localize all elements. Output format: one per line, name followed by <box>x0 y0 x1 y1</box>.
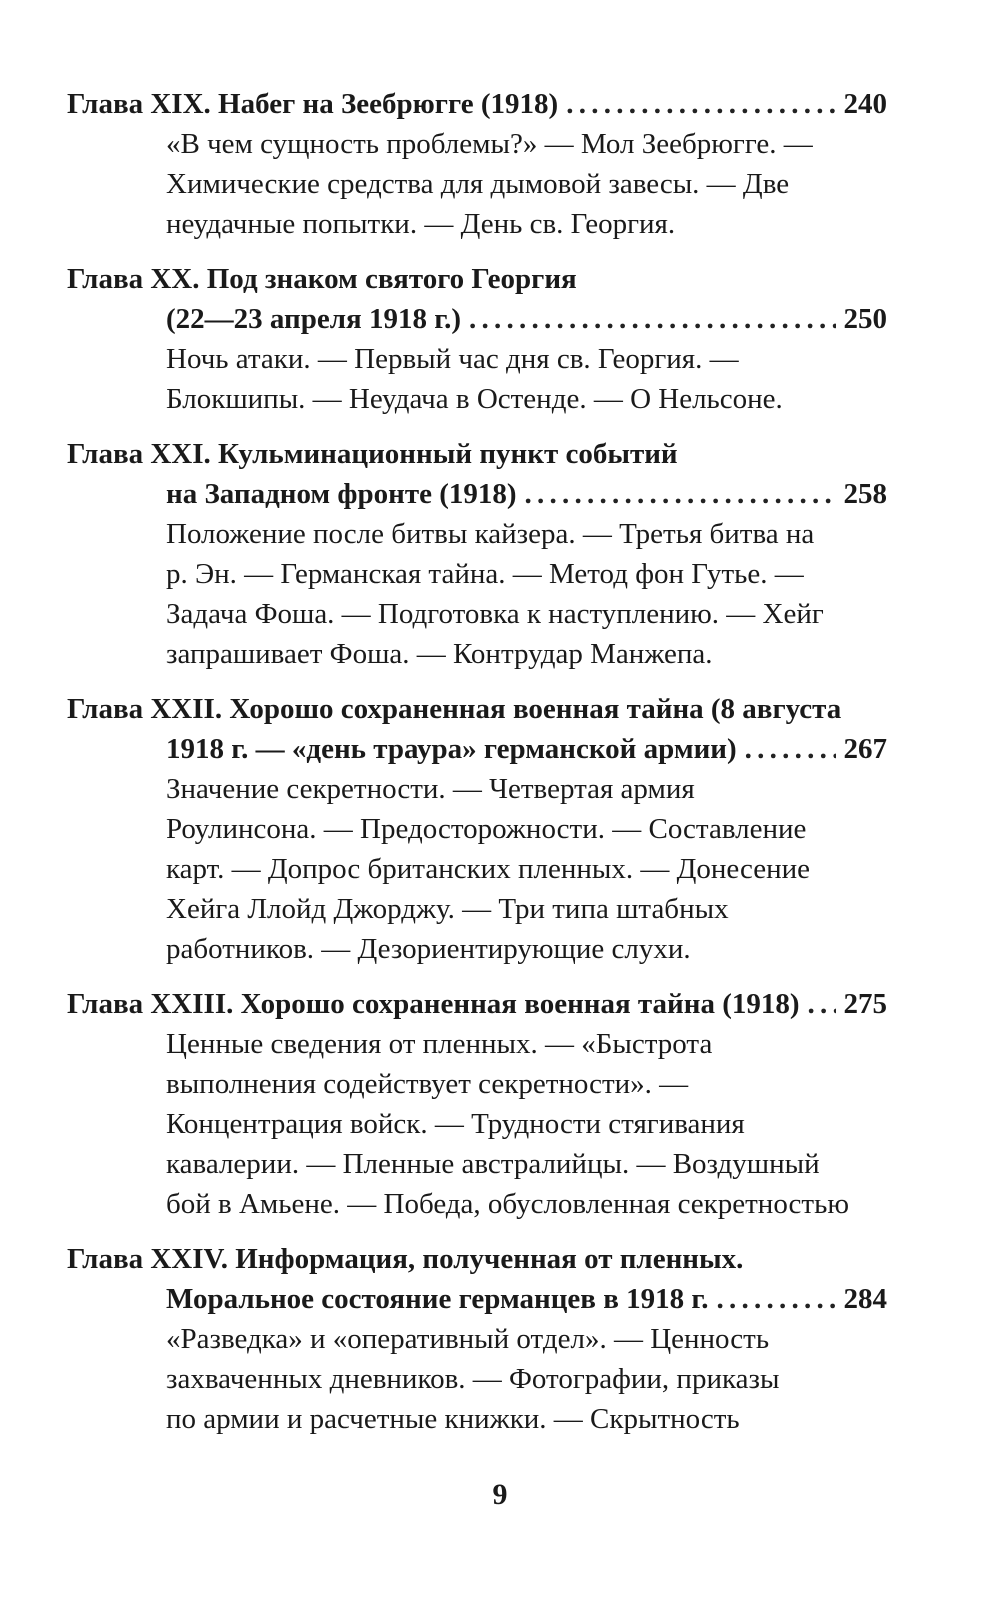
chapter-summary-line: Химические средства для дымовой завесы. — Две <box>166 168 790 200</box>
chapter-summary-line: по армии и расчетные книжки. — Скрытность <box>166 1403 740 1435</box>
chapter-summary-line: Роулинсона. — Предосторожности. — Составление <box>166 813 807 845</box>
chapter-title-continuation: на Западном фронте (1918) <box>166 478 517 510</box>
toc-entry-xx <box>67 259 887 419</box>
dot-leader <box>808 984 836 1024</box>
page-number: 267 <box>843 733 887 765</box>
chapter-summary-line: выполнения содействует секретности». — <box>166 1068 689 1100</box>
chapter-summary-line: Значение секретности. — Четвертая армия <box>166 773 695 805</box>
page-folio-number: 9 <box>492 1478 508 1511</box>
chapter-heading-continuation[interactable] <box>67 1279 887 1319</box>
chapter-summary-line: работников. — Дезориентирующие слухи. <box>166 933 691 965</box>
chapter-title: Глава XIX. Набег на Зеебрюгге (1918) <box>67 88 559 120</box>
chapter-title[interactable]: Глава XXIV. Информация, полученная от пленных. <box>67 1243 744 1275</box>
chapter-summary-line: Задача Фоша. — Подготовка к наступлению. — Хейг <box>166 598 824 630</box>
chapter-summary-line: карт. — Допрос британских пленных. — Донесение <box>166 853 810 885</box>
chapter-title[interactable]: Глава XXI. Кульминационный пункт событий <box>67 438 678 470</box>
chapter-summary-line: Хейга Ллойд Джорджу. — Три типа штабных <box>166 893 729 925</box>
chapter-summary-line: неудачные попытки. — День св. Георгия. <box>166 208 676 240</box>
toc-entry-xxi <box>67 434 887 674</box>
chapter-heading[interactable] <box>67 84 887 124</box>
chapter-summary-line: Концентрация войск. — Трудности стягивания <box>166 1108 745 1140</box>
page-number: 284 <box>843 1283 887 1315</box>
chapter-title[interactable]: Глава XXII. Хорошо сохраненная военная тайна (8 августа <box>67 693 842 725</box>
dot-leader <box>469 299 836 339</box>
chapter-title: Глава XXIII. Хорошо сохраненная военная тайна (1918) <box>67 988 800 1020</box>
dot-leader <box>717 1279 836 1319</box>
chapter-title-continuation: Моральное состояние германцев в 1918 г. <box>166 1283 709 1315</box>
chapter-summary-line: р. Эн. — Германская тайна. — Метод фон Гутье. — <box>166 558 804 590</box>
page-number: 275 <box>843 988 887 1020</box>
chapter-summary-line: Положение после битвы кайзера. — Третья битва на <box>166 518 815 550</box>
chapter-summary-line: «Разведка» и «оперативный отдел». — Ценность <box>166 1323 770 1355</box>
chapter-heading[interactable] <box>67 984 887 1024</box>
page-number: 258 <box>843 478 887 510</box>
chapter-title[interactable]: Глава XX. Под знаком святого Георгия <box>67 263 577 295</box>
chapter-heading-continuation[interactable] <box>67 299 887 339</box>
chapter-summary-line: захваченных дневников. — Фотографии, приказы <box>166 1363 780 1395</box>
chapter-heading-continuation[interactable] <box>67 474 887 514</box>
page-number: 250 <box>843 303 887 335</box>
chapter-summary-line: Ночь атаки. — Первый час дня св. Георгия. — <box>166 343 739 375</box>
dot-leader <box>745 729 836 769</box>
chapter-summary-line: запрашивает Фоша. — Контрудар Манжепа. <box>166 638 713 670</box>
dot-leader <box>525 474 836 514</box>
chapter-summary-line: бой в Амьене. — Победа, обусловленная секретностью <box>166 1188 849 1220</box>
chapter-summary-line: Блокшипы. — Неудача в Остенде. — О Нельсоне. <box>166 383 783 415</box>
chapter-summary-line: кавалерии. — Пленные австралийцы. — Воздушный <box>166 1148 820 1180</box>
toc-entry-xix <box>67 84 887 244</box>
chapter-summary-line: «В чем сущность проблемы?» — Мол Зеебрюгге. — <box>166 128 813 160</box>
chapter-title-continuation: 1918 г. — «день траура» германской армии) <box>166 733 737 765</box>
chapter-title-continuation: (22—23 апреля 1918 г.) <box>166 303 461 335</box>
page-number: 240 <box>843 88 887 120</box>
toc-entry-xxii <box>67 689 887 969</box>
chapter-heading-continuation[interactable] <box>67 729 887 769</box>
toc-entry-xxiv <box>67 1239 887 1439</box>
table-of-contents <box>67 84 887 1454</box>
chapter-summary-line: Ценные сведения от пленных. — «Быстрота <box>166 1028 713 1060</box>
dot-leader <box>566 84 835 124</box>
toc-entry-xxiii <box>67 984 887 1224</box>
